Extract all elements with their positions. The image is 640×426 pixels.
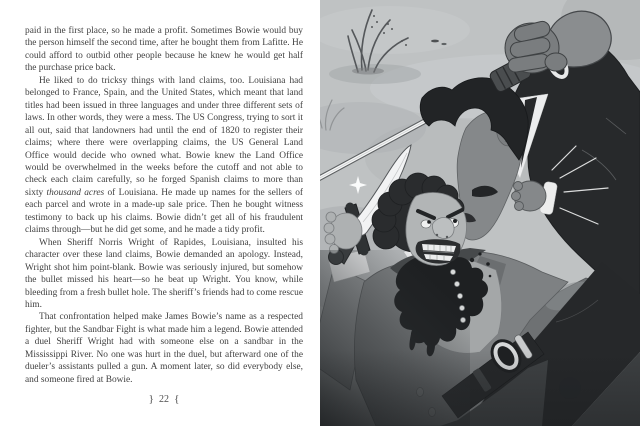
paragraph-text: of Louisiana. He made up names for the sellers of each parcel and wrote in a made-up sale price. Then he bought witness testimony to back up his claims. Bowie didn’t get all of his fraudulent claims through—but he did get some, and he made a tidy profit.: [25, 187, 304, 236]
paragraph-text: He liked to do tricksy things with land claims, too. Louisiana had belonged to France, Spain, and the United States, which meant that land titles had been issued in three languages and under three different sets of laws. In other words, they were a mess. The US Congress, trying to sort it all out, said that landowners had until the end of 1820 to register their claims; where there were overlapping claims, the US General Land Office would decide who owned what. Bowie knew the Land Office would be overwhelmed in the weeks before the cutoff and not able to check each claim carefully, so he forged Spanish claims to more than sixty: [25, 75, 303, 198]
page-number-ornament-left: }: [148, 393, 154, 405]
paragraph: When Sheriff Norris Wright of Rapides, Louisiana, insulted his character over these land claims, Bowie demanded an apology. Instead, Wright shot him point-blank. Bowie was seriously injured, but somehow the bullet missed his heart—so he beat up Wright. You know, while bleeding from a fresh bullet hole. The sheriff’s friends had to come rescue him.: [25, 237, 303, 310]
page-footer: [25, 393, 303, 405]
paragraph: That confrontation helped make James Bowie’s name as a respected fighter, but the Sandbar Fight is what made him a legend. Bowie attended a duel Sheriff Wright had with someone else on a sandbar in the Mississippi River. No one was hurt in the duel, but afterward one of the dueler’s assistants pulled a gun. A moment later, so did everybody else, and someone fired at Bowie.: [25, 312, 303, 385]
vignette-bottom: [320, 350, 640, 426]
page-number: 22: [159, 393, 169, 405]
illustration-svg: [320, 0, 640, 426]
bowie-nose: [432, 218, 454, 239]
paragraph: paid in the first place, so he made a profit. Sometimes Bowie would buy the person himself the second time, after he bought them from Lafitte. He could afford to outbid other people because he knew he would get half the purchase price back.: [25, 26, 303, 74]
ground-smudge: [559, 377, 581, 399]
right-book-page: [320, 0, 640, 426]
page-number-ornament-right: {: [174, 393, 180, 405]
paragraph: [25, 75, 303, 237]
italic-phrase: thousand acres: [46, 187, 105, 198]
body-text: [25, 25, 303, 386]
